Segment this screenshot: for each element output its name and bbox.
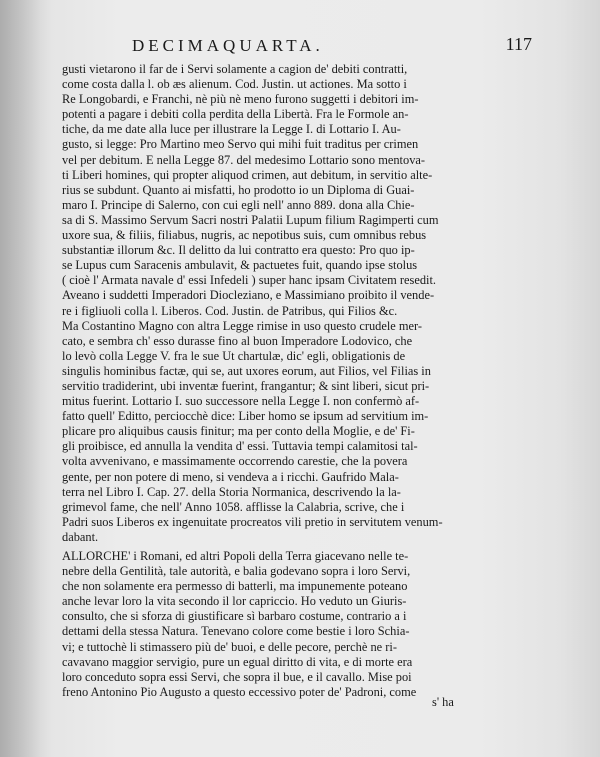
text-line: Re Longobardi, e Franchi, nè più nè meno furono suggetti i debitori im-	[62, 92, 419, 107]
text-line: gli proibisce, ed annulla la vendita d' essi. Tuttavia tempi calamitosi tal-	[62, 439, 418, 454]
text-line: uxore sua, & filiis, filiabus, nugris, ac nepotibus suis, cum omnibus rebus	[62, 228, 427, 243]
catchword: s' ha	[432, 695, 454, 709]
page-header	[132, 36, 532, 56]
page-number: 117	[505, 34, 532, 54]
text-line: terra nel Libro I. Cap. 27. della Storia Normanica, descrivendo la la-	[62, 484, 401, 499]
text-line: servitio tradiderint, ubi inventæ fuerint, frangantur; & sint liberi, sicut pri-	[62, 378, 430, 393]
text-line: cato, e sembra ch' esso durasse fino al buon Imperadore Lodovico, che	[62, 333, 413, 348]
text-line: sa di S. Massimo Servum Sacri nostri Palatii Lupum filium Ragimperti cum	[62, 212, 439, 227]
text-line: rius se subdunt. Quanto ai misfatti, ho prodotto io un Diploma di Guai-	[62, 182, 415, 197]
text-line: maro I. Principe di Salerno, con cui egli nell' anno 889. dona alla Chie-	[62, 197, 415, 212]
text-line: anche levar loro la vita secondo il lor capriccio. Ho veduto un Giuris-	[62, 594, 407, 609]
text-line: consulto, che si sforza di giustificare sì barbaro costume, contrario a i	[62, 609, 407, 624]
text-line: gente, per non potere di meno, si vendeva a i ricchi. Gaufrido Mala-	[62, 469, 399, 484]
text-line: che non solamente era permesso di batterli, ma impunemente poteano	[62, 579, 408, 594]
text-line: ALLORCHE' i Romani, ed altri Popoli della Terra giacevano nelle te-	[62, 549, 409, 563]
text-line: tiche, da me date alla luce per illustrare la Legge I. di Lottario I. Au-	[62, 122, 401, 137]
text-line: substantiæ illorum &c. Il delitto da lui contratto era questo: Pro quo ip-	[62, 243, 415, 258]
text-line: Ma Costantino Magno con altra Legge rimise in uso questo crudele mer-	[62, 318, 423, 333]
running-title: DECIMAQUARTA.	[132, 36, 324, 55]
text-line: gusto, si legge: Pro Martino meo Servo qui mihi fuit traditus per crimen	[62, 137, 419, 152]
text-line: potenti a pagare i debiti colla perdita della Libertà. Fra le Formole an-	[62, 107, 409, 122]
text-line: come costa dalla l. ob æs alienum. Cod. Justin. ut actiones. Ma sotto i	[62, 77, 407, 92]
text-line: plicare pro aliquibus causis finitur; ma per conto della Moglie, e de' Fi-	[62, 424, 415, 439]
text-line: ( cioè l' Armata navale d' essi Infedeli ) super hanc ipsam Civitatem resedit.	[62, 273, 436, 288]
text-line: vi; e tuttochè li stimassero più de' buoi, e delle pecore, perchè ne ri-	[62, 639, 397, 654]
gutter-shadow	[0, 0, 52, 757]
text-line: cavavano maggior servigio, pure un egual diritto di vita, e di morte era	[62, 654, 413, 669]
text-line: re i figliuoli colla l. Liberos. Cod. Justin. de Patribus, qui Filios &c.	[62, 303, 398, 318]
text-line: fatto quell' Editto, perciocchè dice: Liber homo se ipsum ad servitium im-	[62, 409, 429, 424]
text-line: dabant.	[62, 529, 99, 544]
body-text	[62, 62, 480, 700]
text-line: Padri suos Liberos ex ingenuitate procreatos vili pretio in servitutem venum-	[62, 514, 443, 529]
text-line: Aveano i suddetti Imperadori Diocleziano, e Massimiano proibito il vende-	[62, 288, 435, 303]
text-line: lo levò colla Legge V. fra le sue Ut chartulæ, dic' egli, obligationis de	[62, 348, 406, 363]
text-line: vel per debitum. E nella Legge 87. del medesimo Lottario sono mentova-	[62, 152, 426, 167]
text-line: ti Liberi homines, qui propter aliquod crimen, aut debitum, in servitio alte-	[62, 167, 433, 182]
text-line: loro conceduto sopra essi Servi, che sopra il bue, e il cavallo. Mise poi	[62, 669, 412, 684]
text-line: grimevol fame, che nell' Anno 1058. afflisse la Calabria, scrive, che i	[62, 499, 405, 514]
text-line: se Lupus cum Saracenis ambulavit, & pactuetes fuit, quando ipse stolus	[62, 258, 418, 273]
text-line: dettami della stessa Natura. Tenevano colore come bestie i loro Schia-	[62, 624, 410, 639]
text-line: gusti vietarono il far de i Servi solamente a cagion de' debiti contratti,	[62, 62, 408, 76]
text-line: singulis hominibus factæ, qui se, aut uxores eorum, aut Filios, vel Filias in	[62, 363, 431, 378]
text-line: freno Antonino Pio Augusto a questo eccessivo poter de' Padroni, come	[62, 684, 417, 699]
text-line: volta avvenivano, e massimamente occorrendo carestie, che la povera	[62, 454, 408, 469]
text-line: nebre della Gentilità, tale autorità, e balia godevano sopra i loro Servi,	[62, 564, 411, 579]
text-line: mitus fuerint. Lottario I. suo successore nella Legge I. non confermò af-	[62, 394, 420, 409]
